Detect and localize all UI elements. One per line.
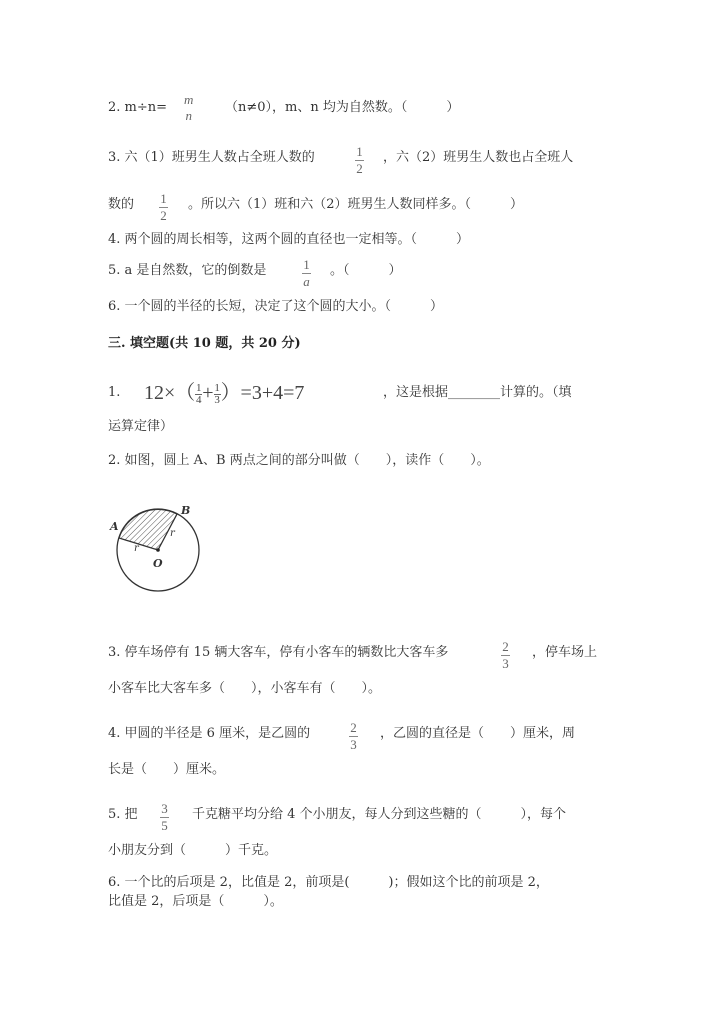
numerator: 1 <box>196 381 202 394</box>
plus: + <box>202 382 214 404</box>
fill-q3-line2: 小客车比大客车多（ ），小客车有（ ）。 <box>108 681 382 696</box>
denominator: 2 <box>160 208 167 223</box>
numerator: 3 <box>161 801 168 816</box>
fraction <box>355 145 364 176</box>
fraction <box>160 802 169 833</box>
judge-q2-rest: （n≠0），m、n 均为自然数。（ ） <box>225 100 460 115</box>
judge-q3-line2-rest: 。所以六（1）班和六（2）班男生人数同样多。（ ） <box>188 197 524 212</box>
fill-q3-rest: ，停车场上 <box>532 645 598 660</box>
label-r: r <box>134 543 139 554</box>
judge-q5-rest: 。（ ） <box>330 263 402 278</box>
fraction <box>302 258 311 289</box>
numerator: 2 <box>350 720 357 735</box>
numerator: 1 <box>160 191 167 206</box>
numerator: 2 <box>502 639 509 654</box>
fill-q1-rest: ，这是根据________计算的。（填 <box>383 385 572 400</box>
circle-sector-figure <box>108 500 208 595</box>
fraction <box>184 93 193 123</box>
denominator: 3 <box>350 737 357 752</box>
section-title: 三. 填空题(共 10 题，共 20 分) <box>108 336 301 351</box>
judge-q3-rest: ，六（2）班男生人数也占全班人 <box>383 150 574 165</box>
denominator: 3 <box>214 393 220 406</box>
label-b: B <box>181 504 191 517</box>
fill-q1-expression <box>144 380 304 406</box>
numerator: 1 <box>303 257 310 272</box>
fill-q4: 4. 甲圆的半径是 6 厘米，是乙圆的 <box>108 726 311 741</box>
numerator: 1 <box>214 381 220 394</box>
denominator: 5 <box>161 818 168 833</box>
fill-q6: 6. 一个比的后项是 2，比值是 2，前项是( )；假如这个比的前项是 2， <box>108 875 549 890</box>
judge-q5: 5. a 是自然数，它的倒数是 <box>108 263 267 278</box>
expr-part: 12×（ <box>144 382 196 404</box>
fill-q1-line2: 运算定律） <box>108 419 174 434</box>
fill-q4-line2: 长是（ ）厘米。 <box>108 762 226 777</box>
judge-q3-line2: 数的 <box>108 197 135 212</box>
fill-q6-line2: 比值是 2，后项是（ ）。 <box>108 894 283 909</box>
numerator: 1 <box>356 144 363 159</box>
fill-q4-rest: ，乙圆的直径是（ ）厘米，周 <box>380 726 576 741</box>
judge-q6: 6. 一个圆的半径的长短，决定了这个圆的大小。（ ） <box>108 299 444 314</box>
fill-q2: 2. 如图，圆上 A、B 两点之间的部分叫做（ ），读作（ ）。 <box>108 453 490 468</box>
fraction <box>501 640 510 671</box>
label-o: O <box>153 557 163 570</box>
shaded-sector <box>119 509 177 550</box>
denominator: 3 <box>502 656 509 671</box>
fraction <box>214 383 221 406</box>
fill-q5-line2: 小朋友分到（ ）千克。 <box>108 843 278 858</box>
center-point <box>156 548 160 552</box>
expr-part: ）=3+4=7 <box>220 382 305 404</box>
judge-q3: 3. 六（1）班男生人数占全班人数的 <box>108 150 315 165</box>
fill-q5: 5. 把 <box>108 807 138 822</box>
denominator: n <box>185 108 192 123</box>
label-r: r <box>170 528 175 539</box>
label-a: A <box>110 520 119 533</box>
fill-q1-number: 1. <box>108 385 121 400</box>
fill-q3: 3. 停车场停有 15 辆大客车，停有小客车的辆数比大客车多 <box>108 645 449 660</box>
denominator: 2 <box>356 161 363 176</box>
fraction <box>159 192 168 223</box>
fraction <box>349 721 358 752</box>
denominator: a <box>303 274 310 289</box>
judge-q4: 4. 两个圆的周长相等，这两个圆的直径也一定相等。（ ） <box>108 232 470 247</box>
numerator: m <box>184 92 194 107</box>
denominator: 4 <box>196 393 202 406</box>
judge-q2 <box>108 100 167 116</box>
fill-q5-rest: 千克糖平均分给 4 个小朋友，每人分到这些糖的（ ），每个 <box>192 807 567 822</box>
text: 2. m÷n= <box>108 100 168 115</box>
